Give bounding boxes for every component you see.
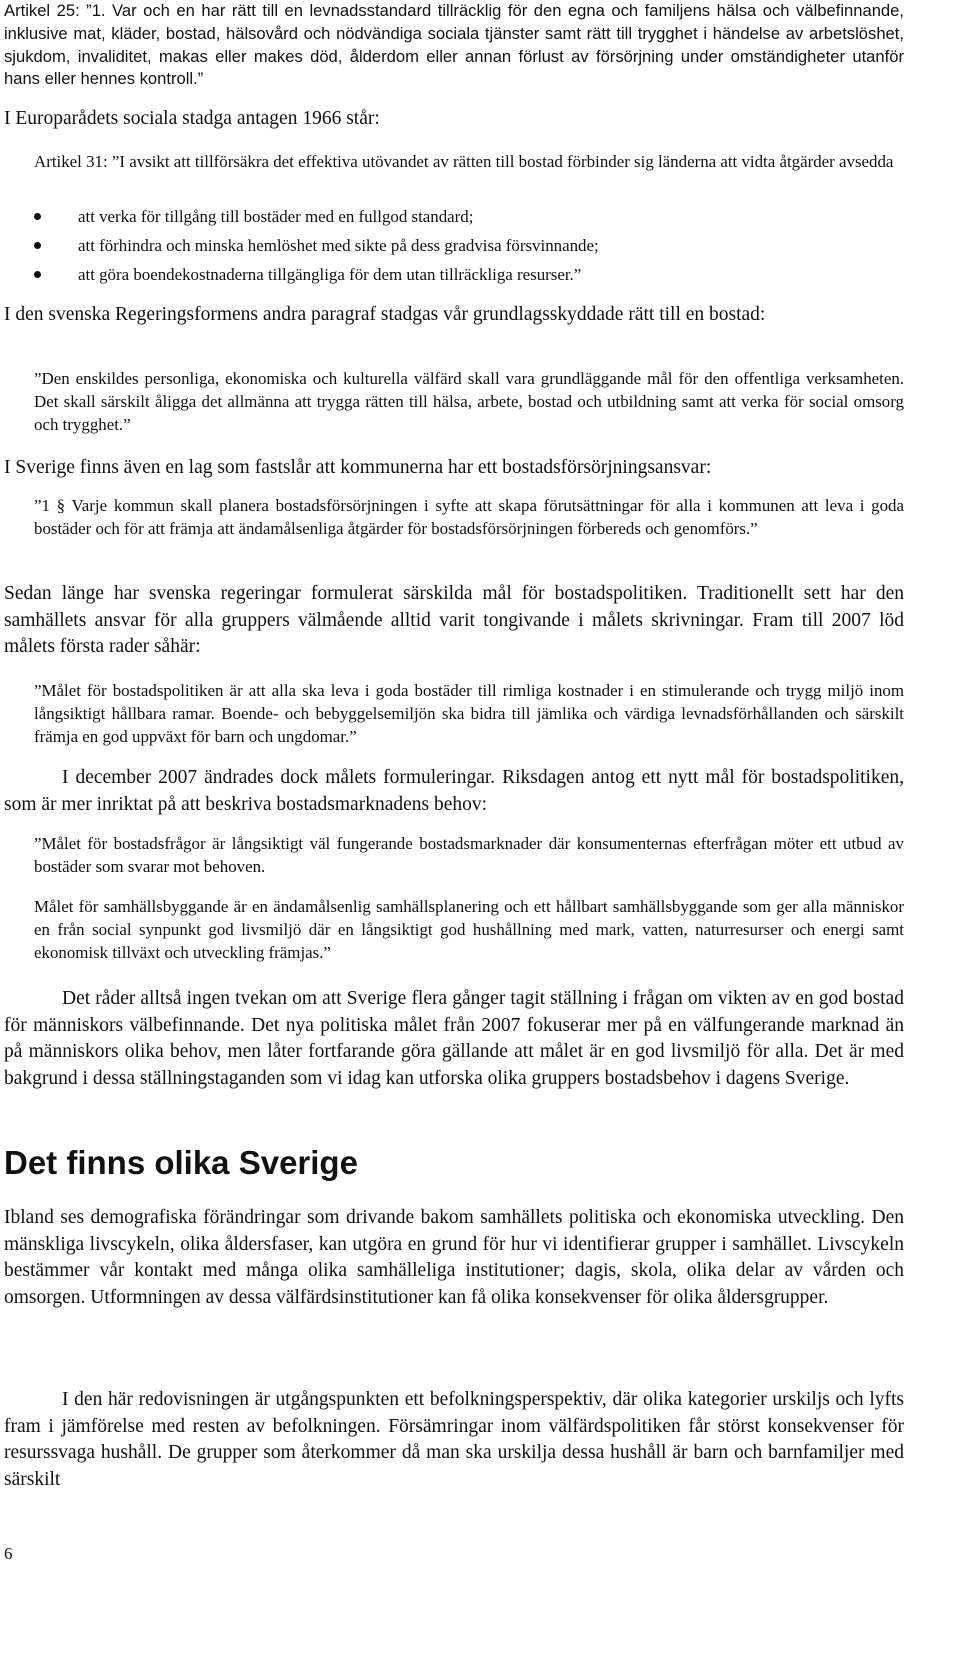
list-item: att förhindra och minska hemlöshet med sikte på dess gradvisa försvinnande; [34, 234, 904, 263]
lag-lead-paragraph: I Sverige finns även en lag som fastslår att kommunerna har ett bostadsförsörjningsansvar: [4, 457, 712, 478]
bullet-icon [34, 271, 41, 278]
section-heading: Det finns olika Sverige [4, 1144, 358, 1181]
regeringsform-lead-paragraph: I den svenska Regeringsformens andra paragraf stadgas vår grundlagsskyddade rätt till en bostad: [4, 304, 766, 325]
regeringsform-quote: ”Den enskildes personliga, ekonomiska och kulturella välfärd skall vara grundläggande mål för den offentliga verksamheten. Det skall särskilt åligga det allmänna att trygga rätten till hälsa, arbete, bostad och utbildning samt att verka för social omsorg och trygghet.” [34, 369, 904, 435]
lag-quote: ”1 § Varje kommun skall planera bostadsförsörjningen i syfte att skapa förutsättningar för alla i kommunen att leva i goda bostäder och för att främja att ändamålsenliga åtgärder för bostadsförsörjningen förbereds och genomförs.” [34, 496, 904, 539]
summary-paragraph: Det råder alltså ingen tvekan om att Sverige flera gånger tagit ställning i frågan om vikten av en god bostad för människors välbefinnande. Det nya politiska målet från 2007 fokuserar mer på en välfungerande marknad än på människors olika behov, men låter fortfarande göra gällande att målet är en god livsmiljö för alla. Det är med bakgrund i dessa ställningstaganden som vi idag kan utforska olika gruppers bostadsbehov i dagens Sverige. [4, 988, 904, 1089]
europe-bullet-list [34, 205, 904, 292]
list-item: att göra boendekostnaderna tillgängliga för dem utan tillräckliga resurser.” [34, 263, 904, 292]
section-paragraph-1: Ibland ses demografiska förändringar som drivande bakom samhällets politiska och ekonomiska utveckling. Den mänskliga livscykeln, olika åldersfaser, kan utgöra en grund för hur vi identifierar grupper i samhället. Livscykeln bestämmer vår kontakt med många olika samhälleliga institutioner; dagis, skola, olika delar av vården och omsorgen. Utformningen av dessa välfärdsinstitutioner kan få olika konsekvenser för olika åldersgrupper. [4, 1207, 904, 1308]
article-25-paragraph: Artikel 25: ”1. Var och en har rätt till en levnadsstandard tillräcklig för den egna och familjens hälsa och välbefinnande, inklusive mat, kläder, bostad, hälsovård och nödvändiga sociala tjänster samt rätt till trygghet i händelse av arbetslöshet, sjukdom, invaliditet, makas eller makes död, ålderdom eller annan förlust av försörjning under omständigheter utanför hans eller hennes kontroll.” [4, 1, 904, 89]
list-item: att verka för tillgång till bostäder med en fullgod standard; [34, 205, 904, 234]
mal-lead-paragraph: Sedan länge har svenska regeringar formulerat särskilda mål för bostadspolitiken. Traditionellt sett har den samhällets ansvar för alla gruppers välmående alltid varit tongivande i målets skrivningar. Fram till 2007 löd målets första rader såhär: [4, 583, 904, 657]
december-quote-2: Målet för samhällsbyggande är en ändamålsenlig samhällsplanering och ett hållbart samhällsbyggande som ger alla människor en från social synpunkt god livsmiljö där en långsiktigt god hushållning med mark, vatten, naturresurser och energi samt ekonomisk tillväxt och utveckling främjas.” [34, 897, 904, 963]
section-paragraph-2: I den här redovisningen är utgångspunkten ett befolkningsperspektiv, där olika kategorier urskiljs och lyfts fram i jämförelse med resten av befolkningen. Försämringar inom välfärdspolitiken får störst konsekvenser för resurssvaga hushåll. De grupper som återkommer då man ska urskilja dessa hushåll är barn och barnfamiljer med särskilt [4, 1389, 904, 1490]
europe-article-31-quote: Artikel 31: ”I avsikt att tillförsäkra det effektiva utövandet av rätten till bostad förbinder sig länderna att vidta åtgärder avsedda [34, 152, 894, 171]
page-number: 6 [4, 1544, 13, 1563]
mal-quote: ”Målet för bostadspolitiken är att alla ska leva i goda bostäder till rimliga kostnader i en stimulerande och trygg miljö inom långsiktigt hållbara ramar. Boende- och bebyggelsemiljön ska bidra till jämlika och värdiga levnadsförhållanden och särskilt främja en god uppväxt för barn och ungdomar.” [34, 681, 904, 747]
december-lead-paragraph: I december 2007 ändrades dock målets formuleringar. Riksdagen antog ett nytt mål för bostadspolitiken, som är mer inriktat på att beskriva bostadsmarknadens behov: [4, 767, 904, 815]
europe-lead-paragraph: I Europarådets sociala stadga antagen 1966 står: [4, 108, 380, 129]
bullet-icon [34, 242, 41, 249]
december-quote-1: ”Målet för bostadsfrågor är långsiktigt väl fungerande bostadsmarknader där konsumenternas efterfrågan möter ett utbud av bostäder som svarar mot behoven. [34, 834, 904, 877]
bullet-icon [34, 213, 41, 220]
